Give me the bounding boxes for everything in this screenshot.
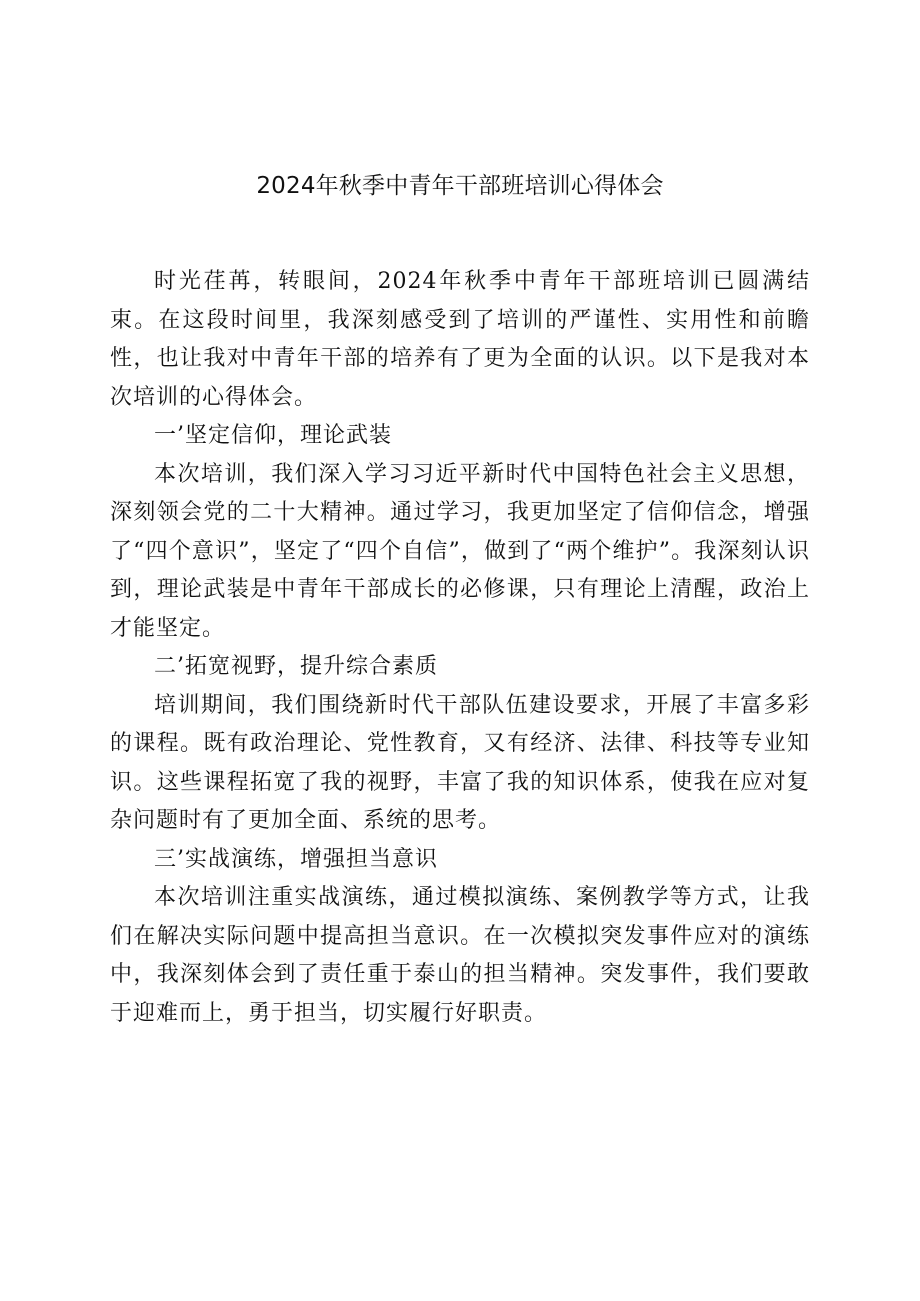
section-heading-3: 三’实战演练，增强担当意识 <box>154 846 438 872</box>
intro-paragraph: 时光荏苒，转眼间，2024年秋季中青年干部班培训已圆满结束。在这段时间里，我深刻感受到了培训的严谨性、实用性和前瞻性，也让我对中青年干部的培养有了更为全面的认识。以下是我对本次培训的心得体会。 <box>110 269 810 410</box>
section-paragraph-1: 本次培训，我们深入学习习近平新时代中国特色社会主义思想，深刻领会党的二十大精神。通过学习，我更加坚定了信仰信念，增强了“四个意识”，坚定了“四个自信”，做到了“两个维护”。我深刻认识到，理论武装是中青年干部成长的必修课，只有理论上清醒，政治上才能坚定。 <box>110 461 810 641</box>
section-paragraph-3: 本次培训注重实战演练，通过模拟演练、案例教学等方式，让我们在解决实际问题中提高担当意识。在一次模拟突发事件应对的演练中，我深刻体会到了责任重于泰山的担当精神。突发事件，我们要敢于迎难而上，勇于担当，切实履行好职责。 <box>110 885 810 1026</box>
document-body <box>110 263 810 1033</box>
document-title: 2024年秋季中青年干部班培训心得体会 <box>256 173 664 199</box>
section-heading-1: 一’坚定信仰，理论武装 <box>154 423 392 448</box>
section-paragraph-2: 培训期间，我们围绕新时代干部队伍建设要求，开展了丰富多彩的课程。既有政治理论、党性教育，又有经济、法律、科技等专业知识。这些课程拓宽了我的视野，丰富了我的知识体系，使我在应对复杂问题时有了更加全面、系统的思考。 <box>110 692 810 833</box>
section-heading-2: 二’拓宽视野，提升综合素质 <box>154 654 438 679</box>
